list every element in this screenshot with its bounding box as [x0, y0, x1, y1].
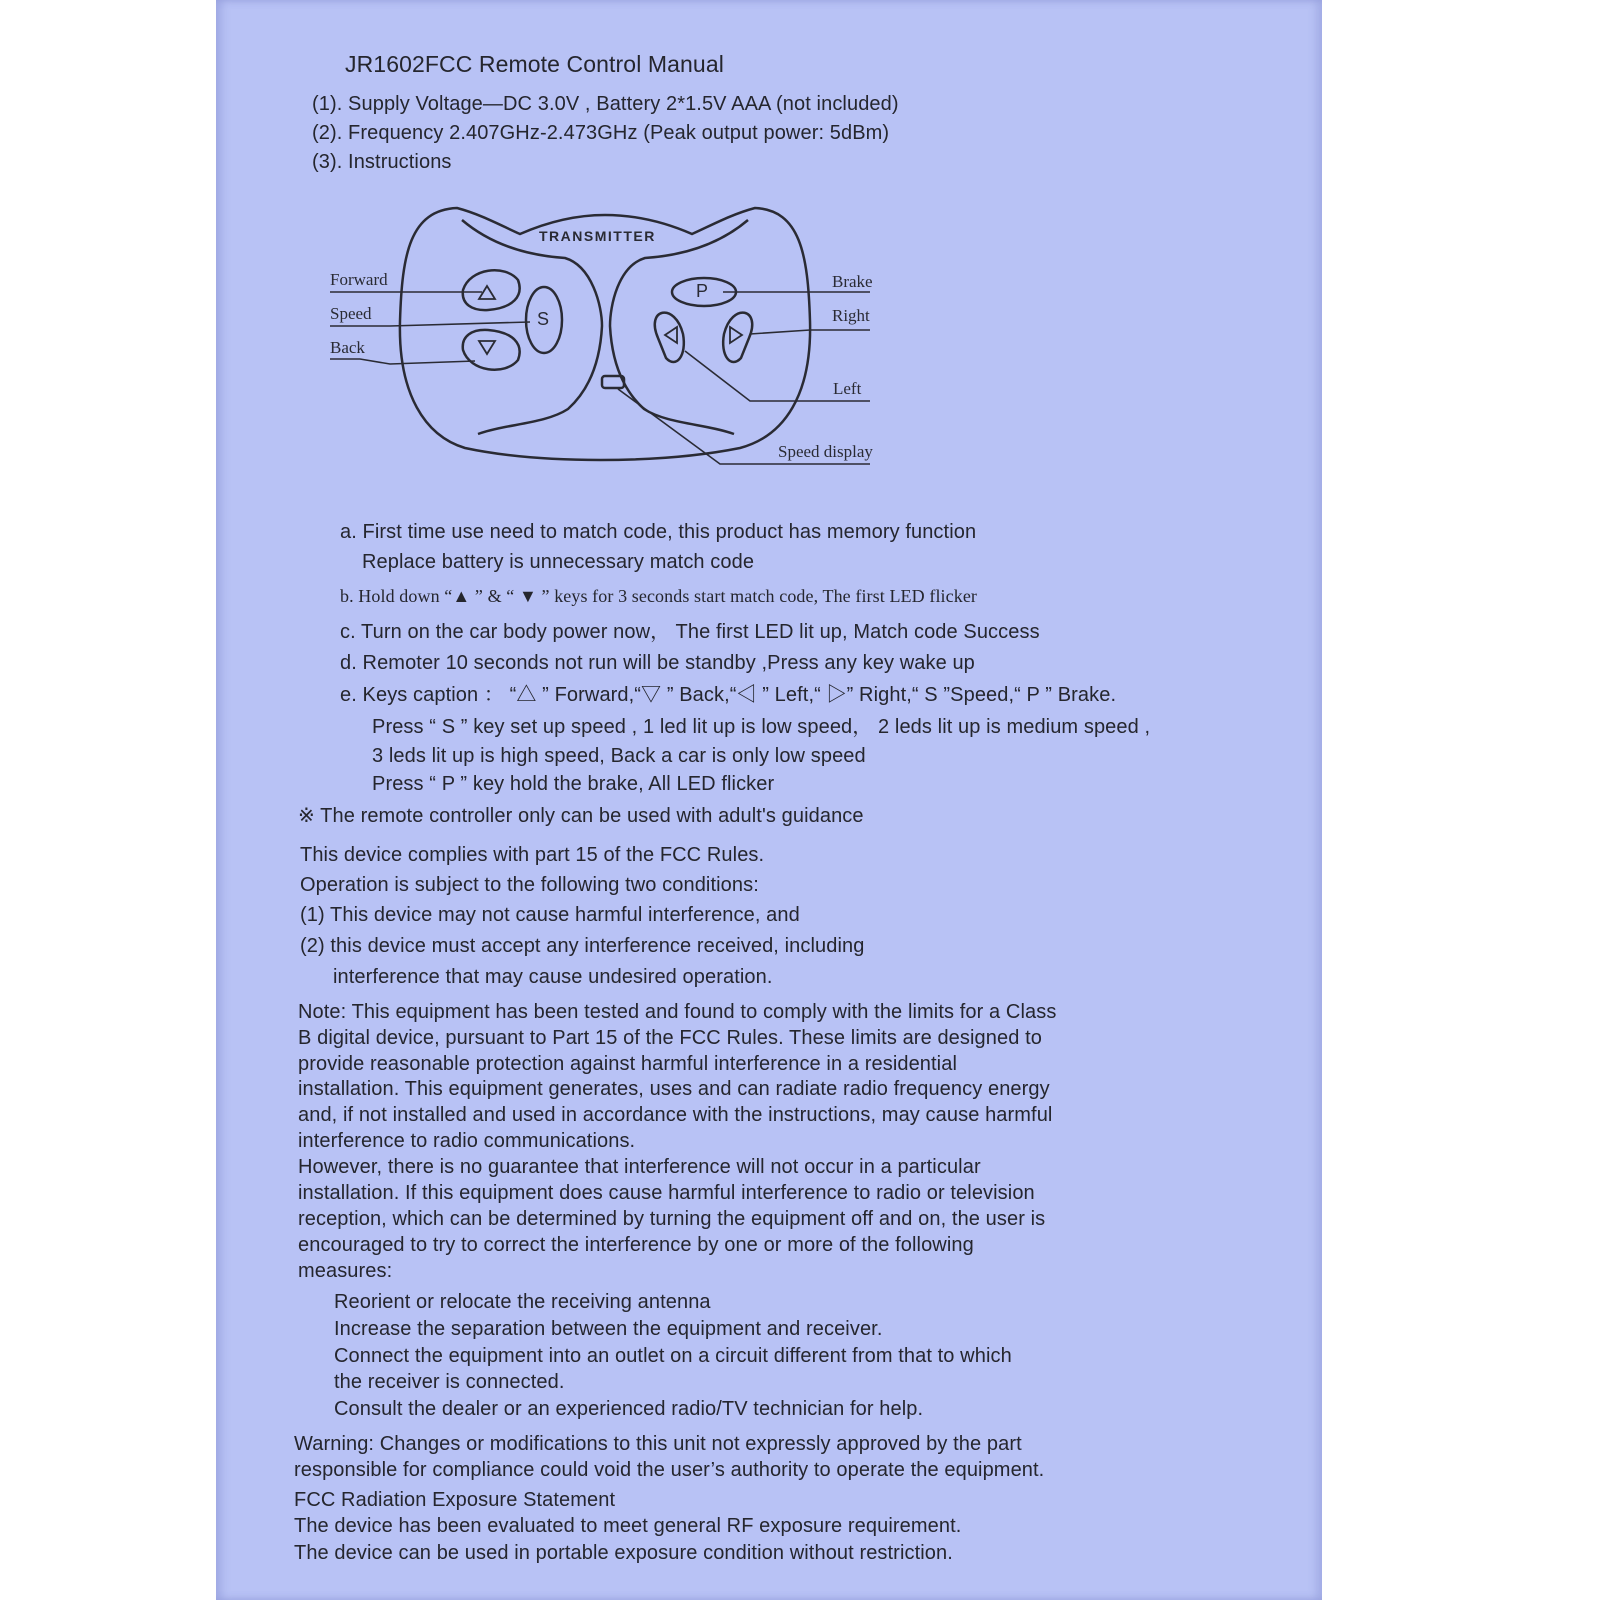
instruction-line: a. First time use need to match code, this product has memory function — [340, 521, 977, 543]
speed-button-glyph: S — [537, 309, 550, 329]
note-line: encouraged to try to correct the interference by one or more of the following — [298, 1234, 974, 1256]
remote-diagram — [330, 196, 900, 482]
instruction-line: d. Remoter 10 seconds not run will be standby ,Press any key wake up — [340, 652, 975, 674]
left-label: Left — [833, 379, 862, 398]
note-line: installation. If this equipment does cause harmful interference to radio or television — [298, 1182, 1035, 1204]
note-line: reception, which can be determined by turning the equipment off and on, the user is — [298, 1208, 1046, 1230]
radiation-line: The device can be used in portable exposure condition without restriction. — [294, 1542, 953, 1564]
speed-display-label: Speed display — [778, 442, 873, 461]
note-line: interference to radio communications. — [298, 1130, 636, 1152]
note-line: provide reasonable protection against harmful interference in a residential — [298, 1053, 957, 1075]
right-label: Right — [832, 306, 870, 325]
fcc-compliance-line: interference that may cause undesired operation. — [333, 966, 773, 988]
instruction-line: Press “ S ” key set up speed , 1 led lit up is low speed， 2 leds lit up is medium speed , — [372, 716, 1151, 738]
measure-line: Reorient or relocate the receiving antenna — [334, 1291, 711, 1313]
note-line: installation. This equipment generates, uses and can radiate radio frequency energy — [298, 1078, 1050, 1100]
note-line: and, if not installed and used in accordance with the instructions, may cause harmful — [298, 1104, 1053, 1126]
spec-line: (2). Frequency 2.407GHz-2.473GHz (Peak output power: 5dBm) — [312, 122, 890, 144]
instruction-line: Press “ P ” key hold the brake, All LED flicker — [372, 773, 775, 795]
speed-label: Speed — [330, 304, 372, 323]
measure-line: the receiver is connected. — [334, 1371, 565, 1393]
instruction-line: ※ The remote controller only can be used with adult's guidance — [298, 805, 864, 827]
radiation-line: The device has been evaluated to meet general RF exposure requirement. — [294, 1515, 962, 1537]
spec-line: (3). Instructions — [312, 151, 452, 173]
forward-label: Forward — [330, 270, 388, 289]
back-label: Back — [330, 338, 365, 357]
note-line: measures: — [298, 1260, 393, 1282]
spec-line: (1). Supply Voltage—DC 3.0V , Battery 2*1.5V AAA (not included) — [312, 93, 899, 115]
warning-line: Warning: Changes or modifications to this unit not expressly approved by the part — [294, 1433, 1022, 1455]
fcc-compliance-line: (1) This device may not cause harmful interference, and — [300, 904, 800, 926]
instruction-line: e. Keys caption ： “△ ” Forward,“▽ ” Back,“◁ ” Left,“ ▷” Right,“ S ”Speed,“ P ” Brake. — [340, 684, 1117, 706]
instruction-line: c. Turn on the car body power now， The first LED lit up, Match code Success — [340, 621, 1040, 643]
instruction-line: Replace battery is unnecessary match code — [362, 551, 755, 573]
measure-line: Connect the equipment into an outlet on a circuit different from that to which — [334, 1345, 1012, 1367]
transmitter-label: TRANSMITTER — [539, 228, 656, 244]
fcc-compliance-line: Operation is subject to the following two conditions: — [300, 874, 759, 896]
instruction-line: 3 leds lit up is high speed, Back a car is only low speed — [372, 745, 866, 767]
fcc-compliance-line: This device complies with part 15 of the FCC Rules. — [300, 844, 765, 866]
instruction-line: b. Hold down “▲ ” & “ ▼ ” keys for 3 seconds start match code, The first LED flicker — [340, 586, 978, 606]
note-line: However, there is no guarantee that interference will not occur in a particular — [298, 1156, 981, 1178]
warning-line: responsible for compliance could void the user’s authority to operate the equipment. — [294, 1459, 1045, 1481]
measure-line: Consult the dealer or an experienced radio/TV technician for help. — [334, 1398, 924, 1420]
brake-button-glyph: P — [696, 281, 709, 301]
note-line: B digital device, pursuant to Part 15 of the FCC Rules. These limits are designed to — [298, 1027, 1042, 1049]
fcc-compliance-line: (2) this device must accept any interference received, including — [300, 935, 865, 957]
note-line: Note: This equipment has been tested and found to comply with the limits for a Class — [298, 1001, 1057, 1023]
brake-label: Brake — [832, 272, 873, 291]
manual-title: JR1602FCC Remote Control Manual — [345, 51, 724, 77]
radiation-heading: FCC Radiation Exposure Statement — [294, 1489, 616, 1511]
measure-line: Increase the separation between the equipment and receiver. — [334, 1318, 883, 1340]
